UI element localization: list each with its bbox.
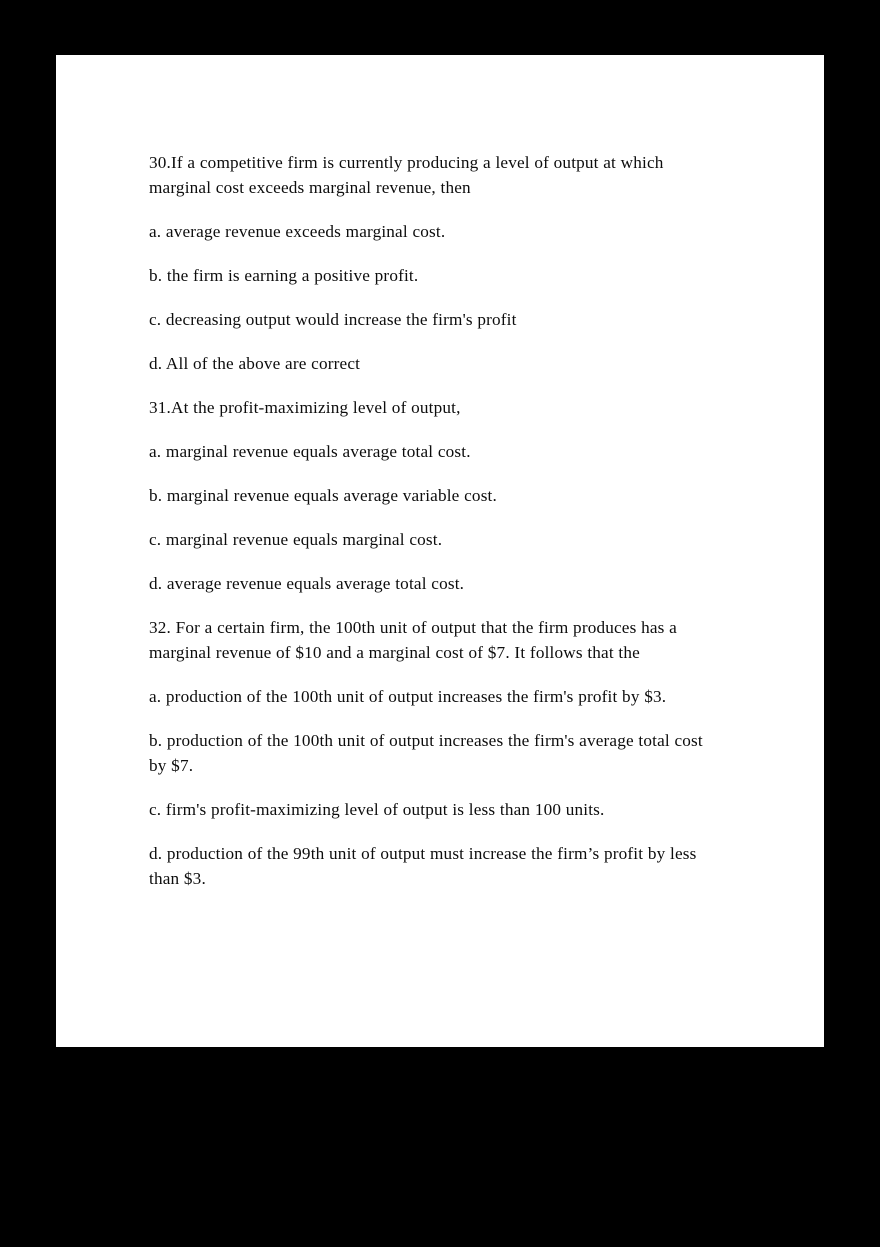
question-32-option-b — [149, 728, 719, 778]
document-text-column — [149, 150, 719, 891]
option-text: a. marginal revenue equals average total cost. — [149, 442, 471, 461]
question-32-stem: 32. For a certain firm, the 100th unit of output that the firm produces has a marginal revenue of $10 and a marginal cost of $7. It follows that the — [149, 618, 682, 662]
option-text: b. production of the 100th unit of output increases the firm's average total cost by $7. — [149, 731, 708, 775]
question-31-option-b — [149, 483, 719, 508]
option-text: a. production of the 100th unit of output increases the firm's profit by $3. — [149, 687, 667, 706]
option-text: c. decreasing output would increase the firm's profit — [149, 310, 517, 329]
document-page-sheet — [56, 55, 824, 1047]
option-text: d. production of the 99th unit of output must increase the firm’s profit by less than $3. — [149, 844, 702, 888]
question-30-option-d — [149, 351, 719, 376]
question-31-option-c — [149, 527, 719, 552]
question-30-option-a — [149, 219, 719, 244]
question-32-option-a — [149, 684, 719, 709]
question-30-option-b — [149, 263, 719, 288]
option-text: c. firm's profit-maximizing level of output is less than 100 units. — [149, 800, 605, 819]
question-32-option-d — [149, 841, 719, 891]
question-32-option-c — [149, 797, 719, 822]
question-30-option-c — [149, 307, 719, 332]
option-text: d. All of the above are correct — [149, 354, 361, 373]
question-block-30 — [149, 150, 719, 200]
option-text: a. average revenue exceeds marginal cost. — [149, 222, 446, 241]
option-text: c. marginal revenue equals marginal cost. — [149, 530, 443, 549]
question-block-31 — [149, 395, 719, 420]
question-30-stem: 30.If a competitive firm is currently producing a level of output at which marginal cost exceeds marginal revenue, then — [149, 153, 669, 197]
question-block-32 — [149, 615, 719, 665]
question-31-option-a — [149, 439, 719, 464]
question-31-option-d — [149, 571, 719, 596]
option-text: b. the firm is earning a positive profit. — [149, 266, 419, 285]
question-31-stem: 31.At the profit-maximizing level of output, — [149, 398, 461, 417]
option-text: d. average revenue equals average total cost. — [149, 574, 465, 593]
option-text: b. marginal revenue equals average variable cost. — [149, 486, 497, 505]
